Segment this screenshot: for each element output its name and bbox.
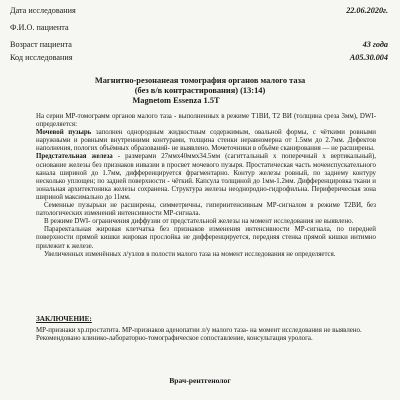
report-subtitle: (без в/в контрастирования) (13:14) (134, 86, 266, 95)
name-label: Ф.И.О. пациента (10, 23, 69, 32)
conclusion-body (36, 327, 376, 344)
doctor-signature-label: Врач-рентгенолог (169, 376, 231, 385)
dwi-paragraph: В режиме DWI- ограничения диффузии от предстательной железы на момент исследования не выявлено. (44, 218, 354, 226)
age-label: Возраст пациента (10, 40, 72, 49)
prostate-paragraph (36, 153, 376, 202)
conclusion-text-2: Рекомендовано клинико-лабораторно-томографическое сопоставление, консультация уролога. (36, 335, 313, 343)
intro-paragraph: На серии МР-томограмм органов малого таза - выполненных в режиме Т1ВИ, Т2 ВИ (толщина среза 3мм), DWI- определяется: (36, 113, 376, 129)
code-value: А05.30.004 (349, 53, 388, 62)
bladder-text: заполнен однородным жидкостным содержимым, овальной формы, с чёткими ровными наружными и ровными внутренними контурами, толщина стенки неравномерна от 1.5мм до 2.7мм. Дефектов наполнения, пологих объёмных образований- не выявлено. Мочеточники в объёме сканирования — не расширены. (36, 129, 376, 153)
conclusion-text-1: МР-признаки хр.простатита. МР-признаков аденопатии л/у малого таза- на момент исследования не выявлено. (36, 327, 362, 334)
fat-paragraph: Параректальная жировая клетчатка без признаков изменения интенсивности МР-сигнала, по передней поверхности прямой кишки жировая прослойка не дифференцируется, передняя стенка прямой кишки интимно прилежит к железе. (36, 226, 376, 250)
conclusion-heading: ЗАКЛЮЧЕНИЕ: (36, 315, 92, 323)
seminal-paragraph: Семенные пузырьки не расширены, симметричны, гиперинтенсивным МР-сигналом в режиме Т2ВИ, без патологических изменений интенсивности МР-сигнала. (36, 202, 376, 218)
date-label: Дата исследования (10, 6, 76, 15)
bladder-heading: Мочевой пузырь (36, 129, 92, 137)
report-body (36, 113, 376, 259)
scanner-name: Magnetom Essenza 1.5T (132, 96, 220, 105)
nodes-paragraph: Увеличенных изменённых л/узлов в полости малого таза на момент исследования не определяется. (44, 250, 336, 258)
prostate-heading: Предстательная железа (36, 153, 113, 161)
date-value: 22.06.2020г. (346, 6, 388, 15)
bladder-paragraph (36, 129, 376, 153)
age-value: 43 года (362, 40, 388, 49)
code-label: Код исследования (10, 53, 73, 62)
report-title: Магнитно-резонанеая томография органов малого таза (94, 76, 306, 85)
prostate-text: - размерами 27ммх40ммх34.5мм (сагиттальный х поперечный х вертикальный), основание железы без признаков инвазии в просвет мочевого пузыря. Простатическая часть мочеиспускательного канала шириной до 1.7мм, дифференцируется фрагментарно. Контур железы ровный, по заднему контуру несколько уплощен; по задней поверхности - чёткий. Капсула толщиной до 1мм-1.2мм. Дифференцировка ткани и зональная архитектоника железы сохранена. Структура железы неоднородно-гидрофильна. Периферическая зона шириной максимально до 11мм. (36, 153, 376, 201)
